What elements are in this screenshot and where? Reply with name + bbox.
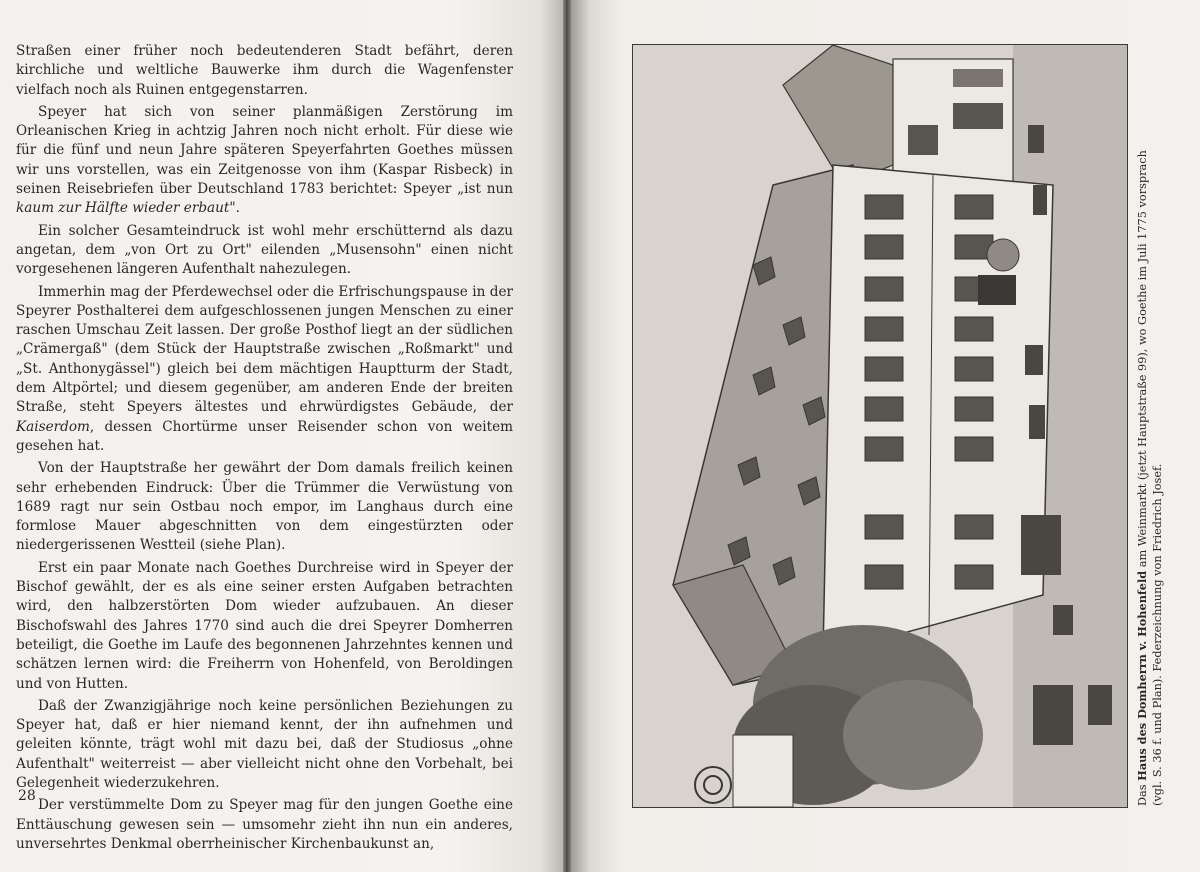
caption-prefix: Das <box>1136 780 1149 806</box>
house-drawing <box>633 45 1127 807</box>
book-gutter <box>563 0 571 872</box>
paragraph <box>16 459 513 555</box>
illustration-caption <box>1135 44 1165 806</box>
facade-window <box>865 317 903 341</box>
paragraph <box>16 222 513 280</box>
facade-window <box>955 357 993 381</box>
facade-window <box>955 317 993 341</box>
caption-line-1 <box>1135 44 1150 806</box>
facade-window <box>955 437 993 461</box>
text-run: Speyer hat sich von seiner planmäßigen Zerstörung im Orleanischen Krieg in achtzig Jahren noch nicht erholt. Für diese wie für die fünf und neun Jahre späteren Speyerfahrten Goethes müssen wir uns vorstellen, was ein Zeitgenosse von ihm (Kaspar Risbeck) in seinen Reisebriefen über Deutschland 1783 berichtet: Speyer „ist nun <box>16 103 513 198</box>
facade-window <box>865 357 903 381</box>
paragraph <box>16 42 513 100</box>
facade-window <box>955 195 993 219</box>
paragraph <box>16 559 513 694</box>
facade-window <box>865 277 903 301</box>
caption-bold: Haus des Domherrn v. Hohenfeld <box>1135 570 1149 781</box>
paragraph <box>16 697 513 793</box>
text-run: Daß der Zwanzigjährige noch keine persönlichen Beziehungen zu Speyer hat, daß er hier niemand kennt, der ihn aufnehmen und geleiten könnte, trägt wohl mit dazu bei, daß der Studiosus „ohne Aufenthalt" weiterreist — aber vielleicht nicht ohne den Vorbehalt, bei Gelegenheit wiederzukehren. <box>16 697 513 791</box>
italic-text: Kaiserdom <box>16 418 90 435</box>
text-run: Straßen einer früher noch bedeutenderen Stadt befährt, deren kirchliche und weltliche Bauwerke ihm durch die Wagenfenster vielfach noch als Ruinen entgegenstarren. <box>16 43 513 98</box>
page-number: 28 <box>18 788 36 804</box>
text-run: ". <box>229 200 240 217</box>
facade-window <box>865 235 903 259</box>
house-illustration <box>632 44 1128 808</box>
facade-window <box>865 515 903 539</box>
body-text <box>16 42 513 857</box>
facade-window <box>865 565 903 589</box>
paragraph <box>16 796 513 854</box>
facade-window <box>955 565 993 589</box>
text-run: Von der Hauptstraße her gewährt der Dom damals freilich keinen sehr erhebenden Eindruck: Über die Trümmer die Verwüstung von 1689 ragt nur sein Ostbau noch empor, im Langhaus durch eine formlose Mauer abgeschnitten von dem eingestürzten oder niedergerissenen Westteil (siehe Plan). <box>16 460 513 554</box>
facade-window <box>865 437 903 461</box>
left-page <box>0 0 563 872</box>
facade-window <box>955 397 993 421</box>
text-run: Erst ein paar Monate nach Goethes Durchreise wird in Speyer der Bischof gewählt, der es als eine seiner ersten Aufgaben betrachten wird, den halbzerstörten Dom wieder aufzubauen. An dieser Bischofswahl des Jahres 1770 sind auch die drei Speyrer Domherren beteiligt, die Goethe im Laufe des begonnenen Jahrzehntes kennen und schätzen lernen wird: die Freiherrn von Hohenfeld, von Beroldingen und von Hutten. <box>16 559 513 692</box>
text-run: Ein solcher Gesamteindruck ist wohl mehr erschütternd als dazu angetan, dem „von Ort zu Ort" eilenden „Musensohn" einen nicht vorgesehenen längeren Aufenthalt nahezulegen. <box>16 222 513 278</box>
text-run: , dessen Chortürme unser Reisender schon von weitem gesehen hat. <box>16 418 513 454</box>
facade-window <box>955 515 993 539</box>
facade-window <box>865 195 903 219</box>
caption-line-2: (vgl. S. 36 f. und Plan). Federzeichnung von Friedrich Josef. <box>1151 463 1164 806</box>
paragraph <box>16 283 513 457</box>
text-run: Immerhin mag der Pferdewechsel oder die Erfrischungspause in der Speyrer Posthalterei dem aufgeschlossenen jungen Menschen zu einer raschen Umschau Zeit lassen. Der große Posthof liegt an der südlichen „Crämergaß" (dem Stück der Hauptstraße zwischen „Roßmarkt" und „St. Anthonygässel") gleich bei dem mächtigen Hauptturm der Stadt, dem Altpörtel; und diesem gegenüber, am anderen Ende der breiten Straße, steht Speyers ältestes und ehrwürdigstes Gebäude, der <box>16 283 513 416</box>
italic-text: kaum zur Hälfte wieder erbaut <box>16 200 230 217</box>
facade-window <box>865 397 903 421</box>
caption-rest: am Weinmarkt (jetzt Hauptstraße 99), wo Goethe im Juli 1775 vorsprach <box>1136 150 1149 571</box>
text-run: Der verstümmelte Dom zu Speyer mag für den jungen Goethe eine Enttäuschung gewesen sein — umsomehr zieht ihn nun ein anderes, unversehrtes Denkmal oberrheinischer Kirchenbaukunst an, <box>16 797 513 852</box>
paragraph <box>16 103 513 219</box>
